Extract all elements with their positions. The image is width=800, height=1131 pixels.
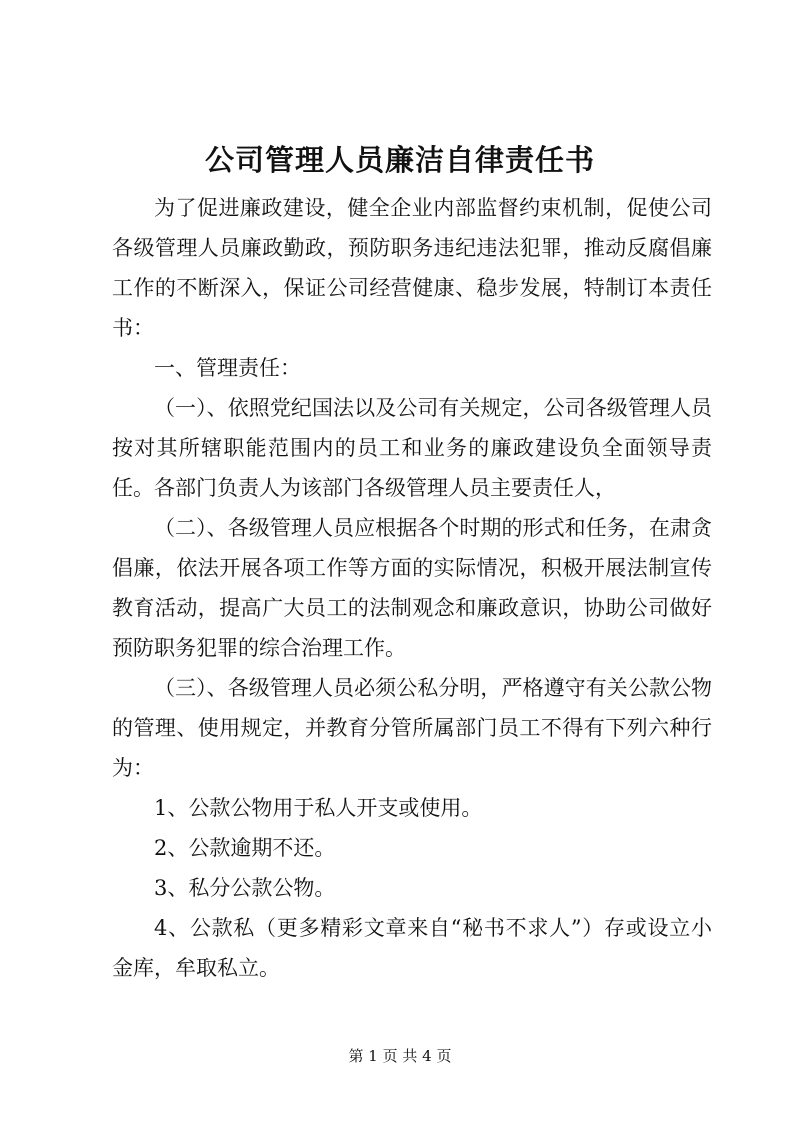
- clause-three-paragraph: （三）、各级管理人员必须公私分明，严格遵守有关公款公物的管理、使用规定，并教育分管所属部门员工不得有下列六种行为：: [112, 676, 712, 780]
- list-item: 3、私分公款公物。: [154, 876, 336, 900]
- list-item: 4、公款私（更多精彩文章来自“秘书不求人”）存或设立小金库，牟取私立。: [112, 916, 712, 980]
- document-body: [112, 188, 712, 988]
- intro-paragraph: 为了促进廉政建设，健全企业内部监督约束机制，促使公司各级管理人员廉政勤政，预防职务违纪违法犯罪，推动反腐倡廉工作的不断深入，保证公司经营健康、稳步发展，特制订本责任书：: [112, 196, 712, 340]
- section-heading-management-responsibility: 一、管理责任：: [154, 356, 301, 380]
- list-item: 1、公款公物用于私人开支或使用。: [154, 796, 483, 820]
- page-footer: 第 1 页 共 4 页: [348, 1047, 452, 1065]
- clause-two-paragraph: （二）、各级管理人员应根据各个时期的形式和任务，在肃贪倡廉，依法开展各项工作等方面的实际情况，积极开展法制宣传教育活动，提高广大员工的法制观念和廉政意识，协助公司做好预防职务犯罪的综合治理工作。: [112, 516, 712, 660]
- document-title: 公司管理人员廉洁自律责任书: [204, 143, 595, 177]
- list-item: 2、公款逾期不还。: [154, 836, 336, 860]
- clause-one-paragraph: （一）、依照党纪国法以及公司有关规定，公司各级管理人员按对其所辖职能范围内的员工和业务的廉政建设负全面领导责任。各部门负责人为该部门各级管理人员主要责任人，: [112, 396, 712, 500]
